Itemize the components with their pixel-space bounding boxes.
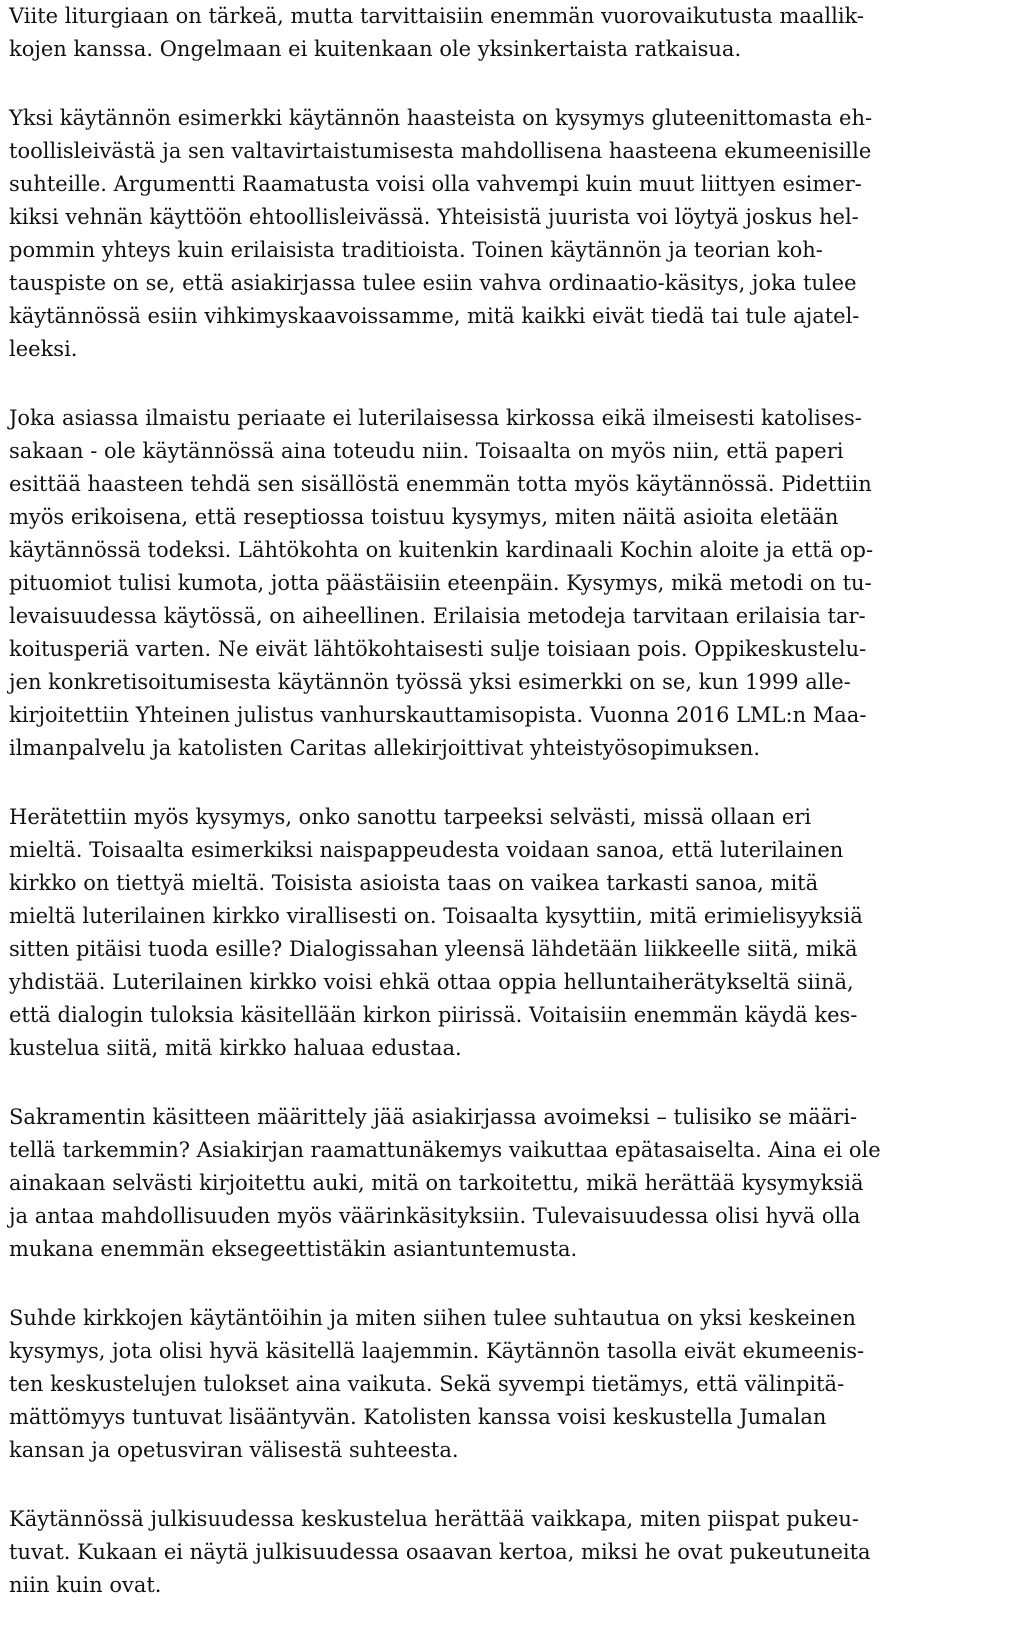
text-line: Käytännössä julkisuudessa keskustelua herättää vaikkapa, miten piispat pukeu- — [9, 1507, 860, 1531]
text-line: ja antaa mahdollisuuden myös väärinkäsityksiin. Tulevaisuudessa olisi hyvä olla — [9, 1204, 861, 1228]
text-line: pommin yhteys kuin erilaisista traditioista. Toinen käytännön ja teorian koh- — [9, 238, 823, 262]
text-line: mieltä. Toisaalta esimerkiksi naispappeudesta voidaan sanoa, että luterilainen — [9, 838, 844, 862]
text-line: käytännössä esiin vihkimyskaavoissamme, mitä kaikki eivät tiedä tai tule ajatel- — [9, 304, 860, 328]
text-line: Suhde kirkkojen käytäntöihin ja miten siihen tulee suhtautua on yksi keskeinen — [9, 1306, 856, 1330]
paragraph-gluten-free-bread — [9, 102, 1011, 366]
text-line: myös erikoisena, että reseptiossa toistuu kysymys, miten näitä asioita eletään — [9, 505, 839, 529]
text-line: kansan ja opetusviran välisestä suhteesta. — [9, 1438, 459, 1462]
text-line: jen konkretisoitumisesta käytännön työssä yksi esimerkki on se, kun 1999 alle- — [9, 670, 851, 694]
text-line: esittää haasteen tehdä sen sisällöstä enemmän totta myös käytännössä. Pidettiin — [9, 472, 872, 496]
text-line: pituomiot tulisi kumota, jotta päästäisiin eteenpäin. Kysymys, mikä metodi on tu- — [9, 571, 872, 595]
text-line: sakaan - ole käytännössä aina toteudu niin. Toisaalta on myös niin, että paperi — [9, 439, 844, 463]
text-line: levaisuudessa käytössä, on aiheellinen. Erilaisia metodeja tarvitaan erilaisia tar- — [9, 604, 866, 628]
text-line: mättömyys tuntuvat lisääntyvän. Katolisten kanssa voisi keskustella Jumalan — [9, 1405, 827, 1429]
paragraph-church-practices — [9, 1302, 1011, 1467]
text-line: kirkko on tiettyä mieltä. Toisista asioista taas on vaikea tarkasti sanoa, mitä — [9, 871, 819, 895]
paragraph-liturgy — [9, 0, 1011, 66]
text-line: kojen kanssa. Ongelmaan ei kuitenkaan ole yksinkertaista ratkaisua. — [9, 37, 742, 61]
text-line: Sakramentin käsitteen määrittely jää asiakirjassa avoimeksi – tulisiko se määri- — [9, 1105, 858, 1129]
text-line: leeksi. — [9, 337, 78, 361]
text-line: niin kuin ovat. — [9, 1573, 162, 1597]
text-line: käytännössä todeksi. Lähtökohta on kuitenkin kardinaali Kochin aloite ja että op- — [9, 538, 874, 562]
text-line: sitten pitäisi tuoda esille? Dialogissahan yleensä lähdetään liikkeelle siitä, mikä — [9, 937, 858, 961]
text-line: Viite liturgiaan on tärkeä, mutta tarvittaisiin enemmän vuorovaikutusta maallik- — [9, 4, 865, 28]
paragraph-bishops-attire — [9, 1503, 1011, 1602]
text-line: ilmanpalvelu ja katolisten Caritas allekirjoittivat yhteistyösopimuksen. — [9, 736, 761, 760]
text-line: mieltä luterilainen kirkko virallisesti on. Toisaalta kysyttiin, mitä erimielisyyksiä — [9, 904, 863, 928]
text-line: kiksi vehnän käyttöön ehtoollisleivässä. Yhteisistä juurista voi löytyä joskus hel- — [9, 205, 859, 229]
text-line: ainakaan selvästi kirjoitettu auki, mitä on tarkoitettu, mikä herättää kysymyksiä — [9, 1171, 864, 1195]
text-line: Herätettiin myös kysymys, onko sanottu tarpeeksi selvästi, missä ollaan eri — [9, 805, 812, 829]
text-line: että dialogin tuloksia käsitellään kirkon piirissä. Voitaisiin enemmän käydä kes- — [9, 1003, 858, 1027]
text-line: yhdistää. Luterilainen kirkko voisi ehkä ottaa oppia helluntaiherätykseltä siinä, — [9, 970, 854, 994]
document-page — [9, 0, 1011, 1602]
text-line: kustelua siitä, mitä kirkko haluaa edustaa. — [9, 1036, 462, 1060]
text-line: kirjoitettiin Yhteinen julistus vanhurskauttamisopista. Vuonna 2016 LML:n Maa- — [9, 703, 867, 727]
text-line: tellä tarkemmin? Asiakirjan raamattunäkemys vaikuttaa epätasaiselta. Aina ei ole — [9, 1138, 881, 1162]
text-line: ten keskustelujen tulokset aina vaikuta. Sekä syvempi tietämys, että välinpitä- — [9, 1372, 845, 1396]
text-line: tuvat. Kukaan ei näytä julkisuudessa osaavan kertoa, miksi he ovat pukeutuneita — [9, 1540, 871, 1564]
text-line: mukana enemmän eksegeettistäkin asiantuntemusta. — [9, 1237, 578, 1261]
paragraph-sacrament-concept — [9, 1101, 1011, 1266]
text-line: tauspiste on se, että asiakirjassa tulee esiin vahva ordinaatio-käsitys, joka tulee — [9, 271, 857, 295]
text-line: toollisleivästä ja sen valtavirtaistumisesta mahdollisena haasteena ekumeenisille — [9, 139, 872, 163]
text-line: Joka asiassa ilmaistu periaate ei luterilaisessa kirkossa eikä ilmeisesti katolises- — [9, 406, 862, 430]
paragraph-principles — [9, 402, 1011, 765]
text-line: suhteille. Argumentti Raamatusta voisi olla vahvempi kuin muut liittyen esimer- — [9, 172, 862, 196]
text-line: kysymys, jota olisi hyvä käsitellä laajemmin. Käytännön tasolla eivät ekumeenis- — [9, 1339, 865, 1363]
text-line: Yksi käytännön esimerkki käytännön haasteista on kysymys gluteenittomasta eh- — [9, 106, 873, 130]
paragraph-disagreements — [9, 801, 1011, 1065]
text-line: koitusperiä varten. Ne eivät lähtökohtaisesti sulje toisiaan pois. Oppikeskustelu- — [9, 637, 867, 661]
